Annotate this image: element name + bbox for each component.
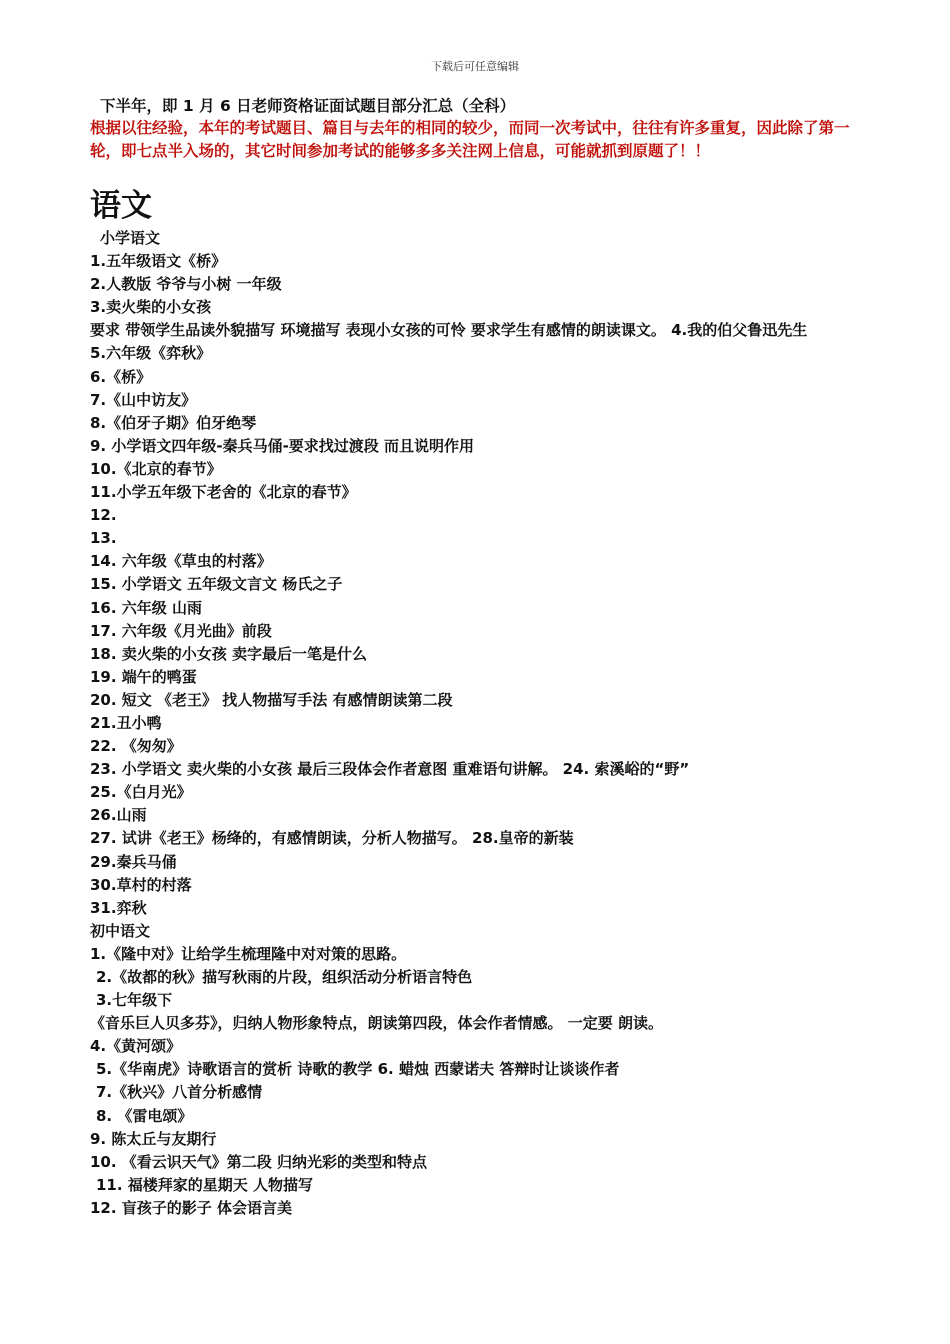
list-item: 14. 六年级《草虫的村落》 <box>90 552 272 571</box>
list-item: 16. 六年级 山雨 <box>90 598 203 617</box>
content-list <box>90 227 870 1220</box>
list-item: 20. 短文 《老王》 找人物描写手法 有感情朗读第二段 <box>90 690 453 709</box>
list-item: 5.六年级《弈秋》 <box>90 344 212 363</box>
list-item: 9. 陈太丘与友期行 <box>90 1129 217 1148</box>
list-item: 2.人教版 爷爷与小树 一年级 <box>90 275 282 294</box>
list-item: 29.秦兵马俑 <box>90 852 177 871</box>
list-item: 15. 小学语文 五年级文言文 杨氏之子 <box>90 575 343 594</box>
subject-heading: 语文 <box>90 188 152 224</box>
list-item: 26.山雨 <box>90 806 147 825</box>
page-header: 下载后可任意编辑 <box>431 60 519 73</box>
list-item: 25.《白月光》 <box>90 783 192 802</box>
list-item: 17. 六年级《月光曲》前段 <box>90 621 272 640</box>
list-item: 《音乐巨人贝多芬》，归纳人物形象特点，朗读第四段，体会作者情感。 一定要 朗读。 <box>90 1014 663 1033</box>
list-item: 6.《桥》 <box>90 367 152 386</box>
notice-text: 根据以往经验，本年的考试题目、篇目与去年的相同的较少，而同一次考试中，往往有许多重复，因此除了第一轮，即七点半入场的，其它时间参加考试的能够多多关注网上信息，可能就抓到原题了！！ <box>90 119 850 160</box>
list-item: 9. 小学语文四年级-秦兵马俑-要求找过渡段 而且说明作用 <box>90 436 475 455</box>
list-item: 8. 《雷电颂》 <box>96 1106 193 1125</box>
list-item: 12. 盲孩子的影子 体会语言美 <box>90 1198 293 1217</box>
list-item: 4.《黄河颂》 <box>90 1037 182 1056</box>
list-item: 11. 福楼拜家的星期天 人物描写 <box>96 1175 314 1194</box>
list-item: 3.卖火柴的小女孩 <box>90 298 212 317</box>
list-item: 7.《山中访友》 <box>90 390 197 409</box>
list-item: 3.七年级下 <box>96 991 173 1010</box>
list-item: 30.草村的村落 <box>90 875 192 894</box>
list-item: 23. 小学语文 卖火柴的小女孩 最后三段体会作者意图 重难语句讲解。 24. 索溪峪的“野” <box>90 760 690 779</box>
list-item: 10.《北京的春节》 <box>90 459 222 478</box>
list-item: 21.丑小鸭 <box>90 713 162 732</box>
junior-heading: 初中语文 <box>90 921 151 940</box>
list-item: 18. 卖火柴的小女孩 卖字最后一笔是什么 <box>90 644 368 663</box>
list-item: 1.《隆中对》让给学生梳理隆中对对策的思路。 <box>90 944 407 963</box>
list-item: 19. 端午的鸭蛋 <box>90 667 197 686</box>
list-item: 11.小学五年级下老舍的《北京的春节》 <box>90 483 357 502</box>
list-item: 27. 试讲《老王》杨绛的，有感情朗读，分析人物描写。 28.皇帝的新装 <box>90 829 574 848</box>
document-title: 下半年，即 1 月 6 日老师资格证面试题目部分汇总（全科） <box>100 97 516 115</box>
list-item: 12. <box>90 506 117 525</box>
list-item: 5.《华南虎》诗歌语言的赏析 诗歌的教学 6. 蜡烛 西蒙诺夫 答辩时让谈谈作者 <box>96 1060 620 1079</box>
list-item: 13. <box>90 529 117 548</box>
list-item: 8.《伯牙子期》伯牙绝琴 <box>90 413 257 432</box>
list-item: 22. 《匆匆》 <box>90 737 182 756</box>
primary-heading: 小学语文 <box>100 229 161 247</box>
list-item: 31.弈秋 <box>90 898 147 917</box>
list-item: 2.《故都的秋》描写秋雨的片段，组织活动分析语言特色 <box>96 968 473 986</box>
list-item: 7.《秋兴》八首分析感情 <box>96 1083 263 1102</box>
list-item: 1.五年级语文《桥》 <box>90 252 227 271</box>
list-item: 10. 《看云识天气》第二段 归纳光彩的类型和特点 <box>90 1152 428 1171</box>
list-item: 要求 带领学生品读外貌描写 环境描写 表现小女孩的可怜 要求学生有感情的朗读课文。 4.我的伯父鲁迅先生 <box>90 321 808 340</box>
